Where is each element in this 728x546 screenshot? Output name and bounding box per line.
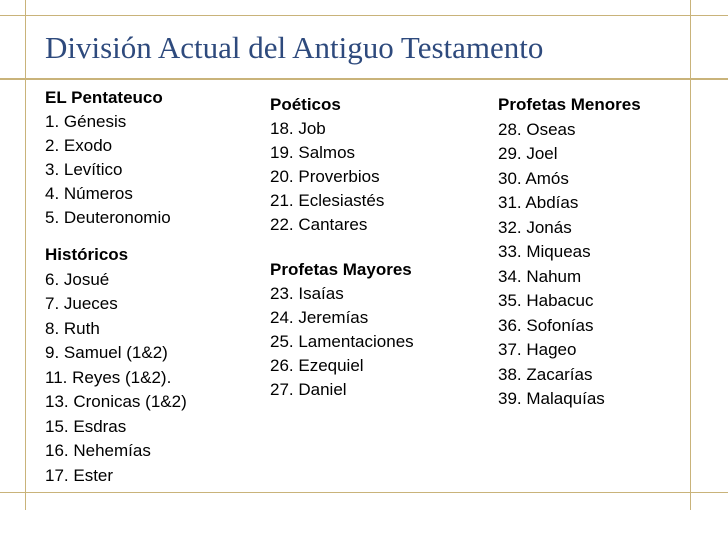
list-item: 27. Daniel — [270, 380, 347, 399]
frame-left-line — [25, 0, 26, 510]
title-underline — [0, 78, 728, 80]
list-item: 11. Reyes (1&2). — [45, 367, 172, 387]
list-item: 15. Esdras — [45, 416, 127, 436]
list-item: 23. Isaías — [270, 284, 344, 303]
section-profetas-mayores — [270, 258, 414, 402]
list-item: 34. Nahum — [498, 266, 582, 286]
section-historicos — [45, 243, 187, 488]
list-item: 6. Josué — [45, 269, 110, 289]
list-item: 4. Números — [45, 184, 133, 203]
list-item: 31. Abdías — [498, 193, 579, 212]
list-item: 3. Levítico — [45, 160, 123, 179]
section-heading: Históricos — [45, 245, 129, 264]
list-item: 16. Nehemías — [45, 441, 151, 460]
list-item: 35. Habacuc — [498, 291, 594, 310]
list-item: 26. Ezequiel — [270, 356, 364, 375]
list-item: 1. Génesis — [45, 112, 127, 131]
section-pentateuco — [45, 86, 171, 230]
list-item: 38. Zacarías — [498, 364, 593, 384]
section-heading: Profetas Menores — [498, 95, 641, 114]
list-item: 2. Exodo — [45, 136, 113, 155]
list-item: 29. Joel — [498, 144, 558, 163]
list-item: 5. Deuteronomio — [45, 208, 171, 227]
list-item: 32. Jonás — [498, 217, 572, 237]
list-item: 36. Sofonías — [498, 315, 594, 335]
section-heading: Poéticos — [270, 95, 341, 114]
list-item: 30. Amós — [498, 168, 569, 188]
list-item: 7. Jueces — [45, 294, 118, 313]
list-item: 22. Cantares — [270, 215, 368, 234]
list-item: 37. Hageo — [498, 340, 577, 359]
frame-right-line — [690, 0, 691, 510]
list-item: 24. Jeremías — [270, 308, 369, 327]
slide-title: División Actual del Antiguo Testamento — [45, 30, 544, 65]
section-poeticos — [270, 93, 384, 237]
section-profetas-menores — [498, 93, 641, 412]
section-heading: EL Pentateuco — [45, 88, 163, 107]
frame-bottom-line — [0, 492, 728, 493]
list-item: 8. Ruth — [45, 318, 100, 338]
list-item: 33. Miqueas — [498, 242, 591, 261]
list-item: 17. Ester — [45, 465, 114, 485]
list-item: 25. Lamentaciones — [270, 332, 414, 351]
section-heading: Profetas Mayores — [270, 260, 412, 279]
list-item: 20. Proverbios — [270, 167, 380, 186]
list-item: 18. Job — [270, 119, 326, 138]
list-item: 19. Salmos — [270, 143, 356, 162]
list-item: 9. Samuel (1&2) — [45, 343, 168, 362]
list-item: 21. Eclesiastés — [270, 191, 385, 210]
frame-top-line — [0, 15, 728, 16]
list-item: 39. Malaquías — [498, 389, 605, 408]
list-item: 13. Cronicas (1&2) — [45, 392, 187, 411]
list-item: 28. Oseas — [498, 119, 576, 139]
